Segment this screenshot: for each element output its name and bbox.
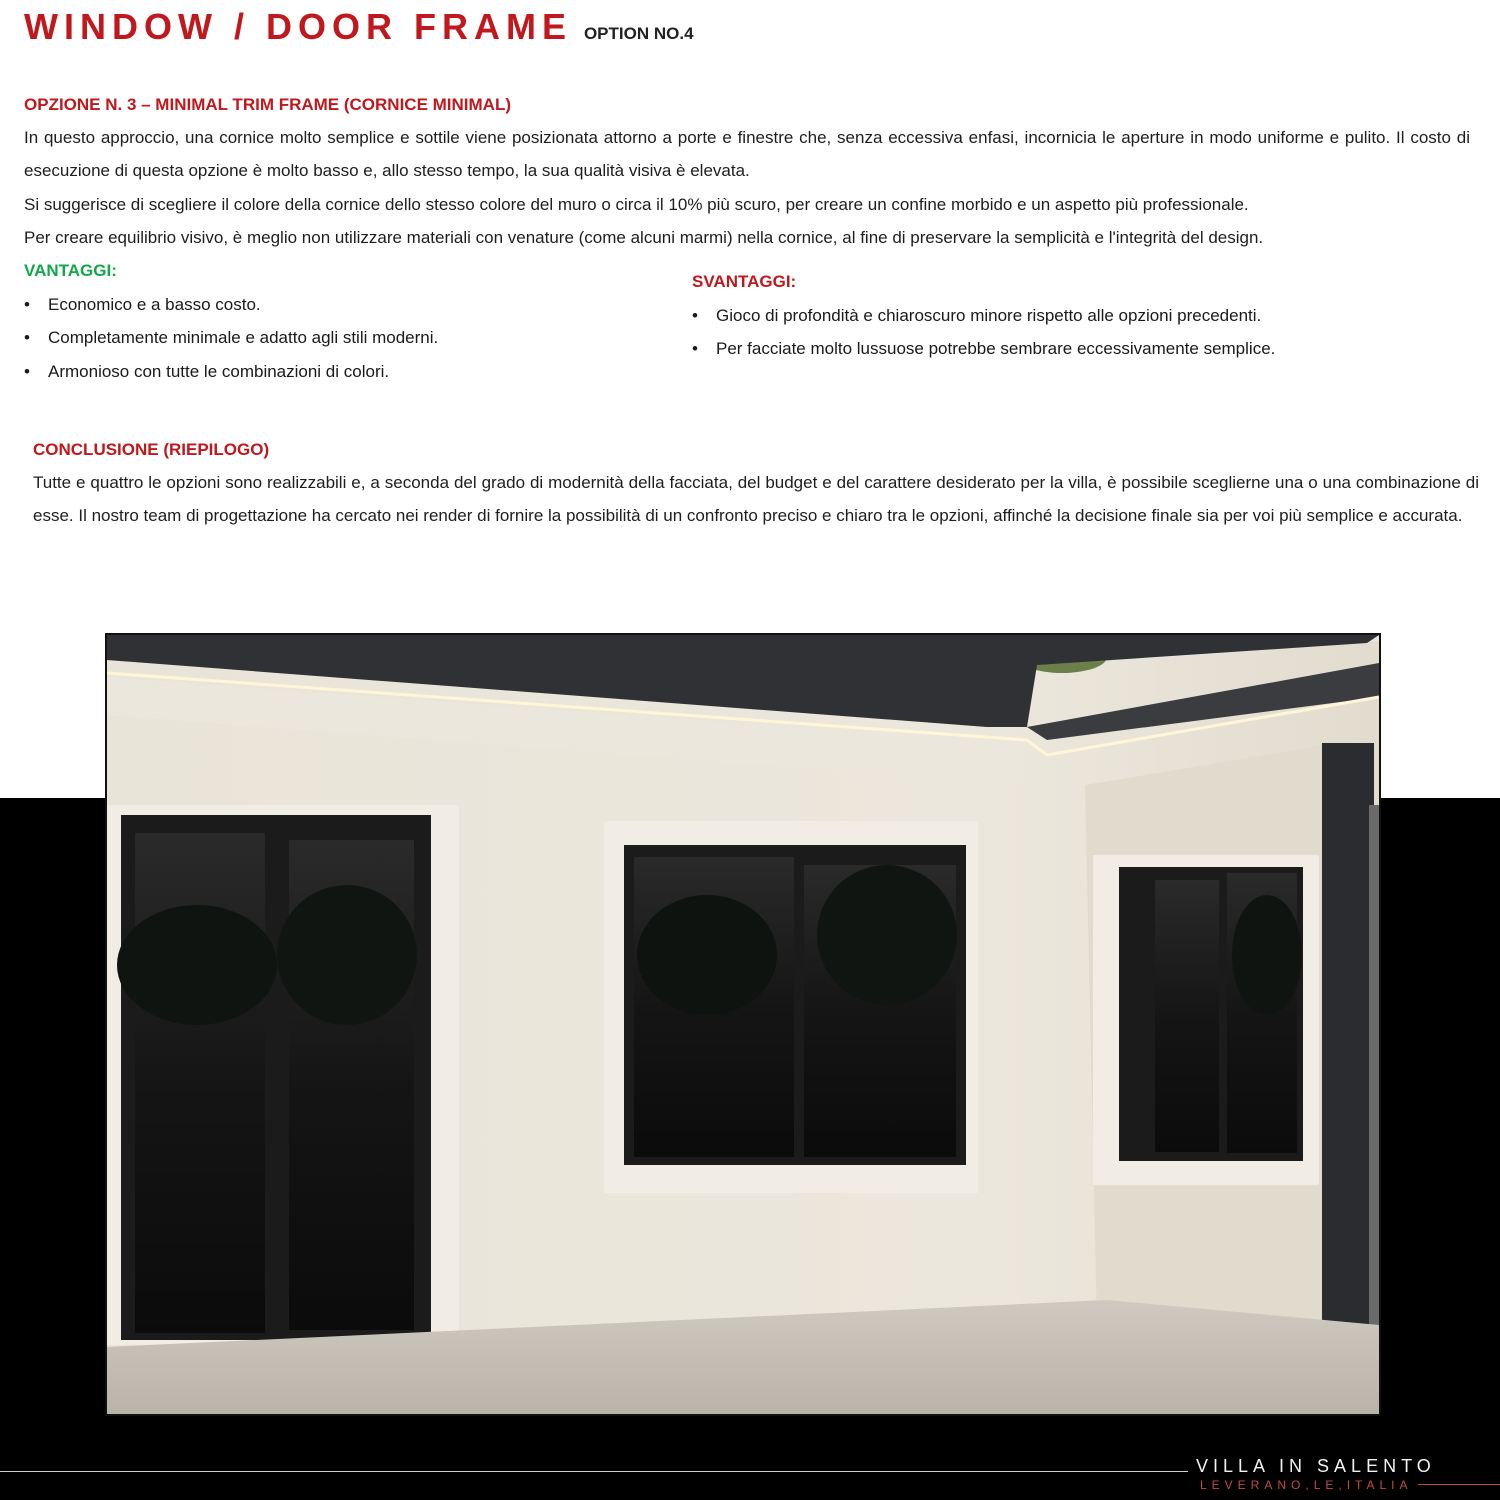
footer-divider-left [0,1471,1188,1472]
cons-section [692,267,1472,366]
intro-heading: OPZIONE N. 3 – MINIMAL TRIM FRAME (CORNICE MINIMAL) [24,95,512,114]
intro-paragraph-1: In questo approccio, una cornice molto semplice e sottile viene posizionata attorno a porte e finestre che, senza eccessiva enfasi, incornicia le aperture in modo uniforme e pulito. Il costo di esecuzione di questa opzione è molto basso e, allo stesso tempo, la sua qualità visiva è elevata. [24,128,1470,181]
pros-heading: VANTAGGI: [24,261,117,280]
cons-list [692,299,1472,366]
conclusion-heading: CONCLUSIONE (RIEPILOGO) [33,440,270,459]
pros-section [24,256,664,388]
pros-list [24,288,664,388]
facade-render-svg [107,635,1379,1414]
conclusion-section [33,434,1479,533]
list-item: • Gioco di profondità e chiaroscuro minore rispetto alle opzioni precedenti. [692,299,1472,332]
list-item: • Completamente minimale e adatto agli stili moderni. [24,321,664,354]
intro-paragraph-2: Si suggerisce di scegliere il colore della cornice dello stesso colore del muro o circa il 10% più scuro, per creare un confine morbido e un aspetto più professionale. [24,194,1249,214]
conclusion-paragraph: Tutte e quattro le opzioni sono realizzabili e, a seconda del grado di modernità della facciata, del budget e del carattere desiderato per la villa, è possibile sceglierne una o una combinazione di esse. Il nostro team di progettazione ha cercato nei render di fornire la possibilità di un confronto preciso e chiaro tra le opzioni, affinché la decisione finale sia per voi più semplice e accurata. [33,473,1479,526]
intro-paragraph-3: Per creare equilibrio visivo, è meglio non utilizzare materiali con venature (come alcuni marmi) nella cornice, al fine di preservare la semplicità e l'integrità del design. [24,228,1264,248]
brand-location: LEVERANO,LE,ITALIA [1200,1478,1413,1492]
page-title: WINDOW / DOOR FRAME [24,6,572,47]
list-item: • Per facciate molto lussuose potrebbe sembrare eccessivamente semplice. [692,332,1472,365]
list-item: • Armonioso con tutte le combinazioni di colori. [24,355,664,388]
title-row [24,6,694,48]
facade-render-image [105,633,1381,1416]
footer-divider-right [1418,1484,1500,1485]
option-label: OPTION NO.4 [583,24,694,43]
brand-name: VILLA IN SALENTO [1196,1456,1436,1476]
list-item: • Economico e a basso costo. [24,288,664,321]
cons-heading: SVANTAGGI: [692,272,797,291]
intro-section [24,88,1470,255]
